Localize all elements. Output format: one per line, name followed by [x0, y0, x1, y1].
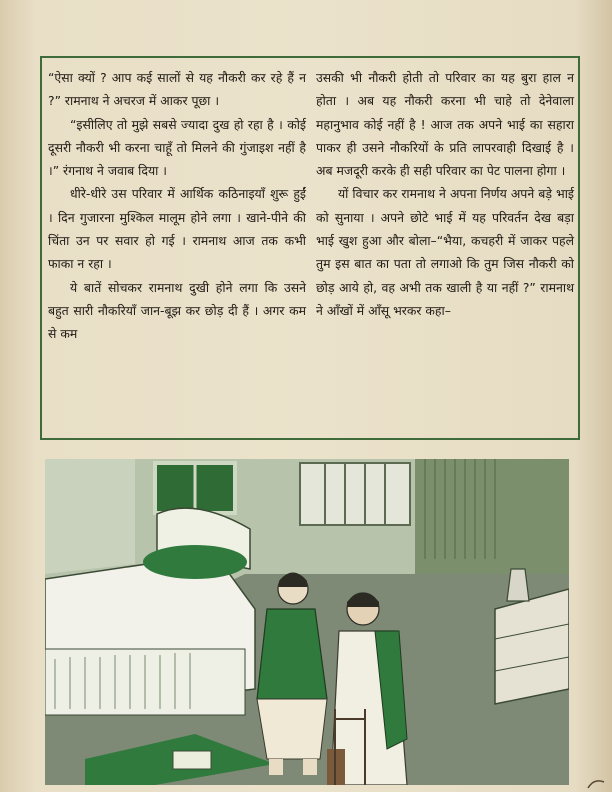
story-column-left: [48, 66, 306, 346]
story-text-frame: [40, 56, 580, 440]
paragraph: ये बातें सोचकर रामनाथ दुखी होने लगा कि उसने बहुत सारी नौकरियाँ जान-बूझ कर छोड़ दी हैं । अगर कम से कम: [48, 279, 306, 342]
paragraph: “ऐसा क्यों ? आप कई सालों से यह नौकरी कर रहे हैं न ?” रामनाथ ने अचरज में आकर पूछा ।: [48, 70, 306, 109]
pillow: [143, 545, 247, 579]
dresser: [495, 589, 569, 704]
jug: [507, 569, 529, 601]
page-corner-mark-icon: [586, 776, 606, 790]
story-column-right: [316, 66, 574, 322]
paragraph: धीरे-धीरे उस परिवार में आर्थिक कठिनाइयाँ शुरू हुईं । दिन गुजारना मुश्किल मालूम होने लगा । खाने-पीने की चिंता उन पर सवार हो गई । रामनाथ आज तक कभी फाका न रहा ।: [48, 186, 306, 272]
story-illustration: [45, 459, 569, 785]
paragraph: यों विचार कर रामनाथ ने अपना निर्णय अपने बड़े भाई को सुनाया । अपने छोटे भाई में यह परिवर्तन देख बड़ा भाई खुश हुआ और बोला–“भैया, कचहरी में जाकर पहले तुम इस बात का पता तो लगाओ कि तुम जिस नौकरी को छोड़ आये हो, वह अभी तक खाली है या नहीं ?” रामनाथ ने आँखों में आँसू भरकर कहा–: [316, 186, 574, 318]
left-wall: [45, 459, 135, 574]
page-header-faint: [14, 0, 214, 10]
window-right: [300, 463, 410, 525]
paragraph: “इसीलिए तो मुझे सबसे ज्यादा दुख हो रहा है । कोई दूसरी नौकरी भी करना चाहूँ तो मिलने की गुंजाइश नहीं है ।” रंगनाथ ने जवाब दिया ।: [48, 116, 306, 179]
room-scene-svg: [45, 459, 569, 785]
paragraph: उसकी भी नौकरी होती तो परिवार का यह बुरा हाल न होता । अब यह नौकरी करना भी चाहे तो देनेवाला महानुभाव कोई नहीं है ! आज तक अपने भाई का सहारा पाकर ही उसने नौकरियों के प्रति लापरवाही दिखाई है । अब मजदूरी करके ही सही परिवार का पेट पालना होगा ।: [316, 70, 574, 179]
book: [173, 751, 211, 769]
